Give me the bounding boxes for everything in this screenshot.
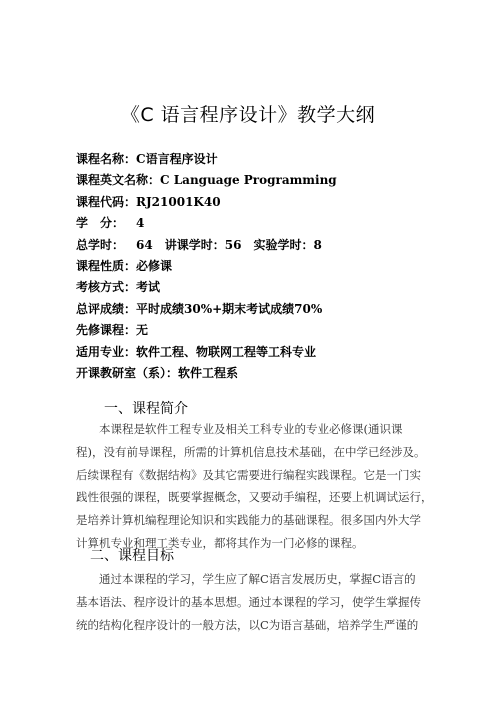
paragraph-line: 是培养计算机编程理论知识和实践能力的基础课程。很多国内外大学 <box>76 513 421 528</box>
paragraph-line: 程)，没有前导课程，所需的计算机信息技术基础，在中学已经涉及。 <box>76 444 426 459</box>
field-value: 必修课 <box>136 258 173 273</box>
paragraph-line: 基本语法、程序设计的基本思想。通过本课程的学习，使学生掌握传 <box>76 594 421 609</box>
paragraph-line: 计算机专业和理工类专业，都将其作为一门必修的课程。 <box>76 535 364 550</box>
field-prereq <box>76 320 476 341</box>
field-majors <box>76 342 476 363</box>
paragraph-goals <box>76 568 434 636</box>
field-value: C Language Programming <box>160 173 337 188</box>
paragraph-line: 践性很强的课程，既要掌握概念，又要动手编程，还要上机调试运行， <box>76 490 433 505</box>
field-value: C语言程序设计 <box>136 152 218 166</box>
document-title: 《C 语言程序设计》教学大纲 <box>120 104 376 126</box>
course-info-fields <box>76 149 476 384</box>
field-value: 平时成绩30%+期末考试成绩70% <box>136 301 323 316</box>
field-department <box>76 363 476 384</box>
field-english-name <box>76 170 476 191</box>
field-value: 软件工程系 <box>178 365 239 380</box>
field-value: RJ21001K40 <box>136 194 221 209</box>
paragraph-intro <box>76 418 434 555</box>
paragraph-line: 本课程是软件工程专业及相关工科专业的专业必修课(通识课 <box>99 422 403 436</box>
field-exam <box>76 277 476 298</box>
field-value: 考试 <box>136 280 161 295</box>
field-label: 课程英文名称： <box>76 173 161 188</box>
field-label: 考核方式： <box>76 280 137 295</box>
field-nature <box>76 256 476 277</box>
field-label: 课程名称： <box>76 152 137 166</box>
field-course-code <box>76 192 476 213</box>
paragraph-line: 后续课程有《数据结构》及其它需要进行编程实践课程。它是一门实 <box>76 467 421 482</box>
paragraph-line: 通过本课程的学习，学生应了解C语言发展历史，掌握C语言的 <box>99 572 416 586</box>
field-course-name <box>76 149 476 170</box>
field-value: 软件工程、物联网工程等工科专业 <box>136 344 317 359</box>
field-hours <box>76 235 476 256</box>
field-credits <box>76 213 476 234</box>
section-heading-goals: 二、课程目标 <box>90 548 174 564</box>
field-label: 总学时： <box>76 237 125 252</box>
section-heading-intro: 一、课程简介 <box>104 401 188 417</box>
field-label: 学 分： <box>76 216 125 231</box>
field-label: 课程代码： <box>76 194 137 209</box>
field-grading <box>76 299 476 320</box>
field-label: 先修课程： <box>76 323 137 338</box>
field-value: 64 <box>136 237 153 252</box>
field-label: 实验学时： <box>253 237 314 252</box>
field-value: 4 <box>136 216 145 231</box>
field-label: 讲课学时： <box>164 237 225 252</box>
field-value: 8 <box>313 237 322 252</box>
field-label: 适用专业： <box>76 344 137 359</box>
field-label: 课程性质： <box>76 258 137 273</box>
paragraph-line: 统的结构化程序设计的一般方法，以C为语言基础，培养学生严谨的 <box>76 617 419 632</box>
field-label: 总评成绩： <box>76 301 137 316</box>
field-value: 56 <box>224 237 242 252</box>
field-label: 开课教研室（系）： <box>76 365 179 380</box>
field-value: 无 <box>136 323 149 338</box>
